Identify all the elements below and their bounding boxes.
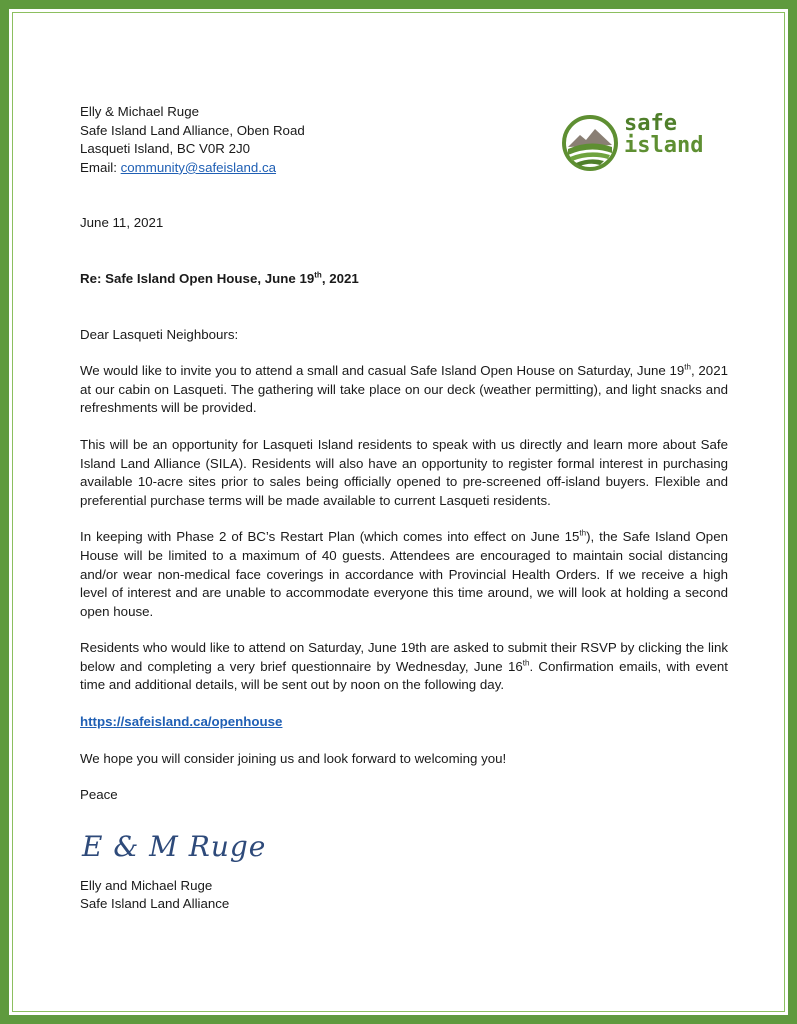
paragraph-invite-text-2: , 2021 at our cabin on Lasqueti. The gathering will take place on our deck (weather permitting), and light snacks and refreshments will be provided. [80,363,728,416]
paragraph-opportunity: This will be an opportunity for Lasqueti Island residents to speak with us directly and learn more about Safe Island Land Alliance (SILA). Residents will also have an opportunity to register formal interest in purchasing available 10-acre sites prior to sales being officially opened to pre-screened off-island buyers. Flexible and preferential purchase terms will be made available to current Lasqueti residents. [80,436,728,508]
letter-date: June 11, 2021 [80,215,164,231]
paragraph-rsvp-sup: th [522,658,530,668]
closing-line: We hope you will consider joining us and look forward to welcoming you! [80,750,507,766]
subject-sup: th [314,270,322,280]
sender-name: Elly & Michael Ruge [80,104,199,119]
letter-body [80,103,728,914]
subject-year: , 2021 [321,270,359,286]
closing-block [80,877,728,914]
paragraph-restart-plan [80,528,728,621]
greeting: Dear Lasqueti Neighbours: [80,326,239,342]
logo-word-safe: safe [624,111,677,136]
subject-text: Re: Safe Island Open House, June 19 [80,270,315,286]
paragraph-rsvp [80,639,728,695]
sender-org-address: Safe Island Land Alliance, Oben Road [80,122,305,138]
paragraph-rsvp-text: Residents who would like to attend on Saturday, June 19th are asked to submit their RSVP by clicking the link below and completing a very brief questionnaire by Wednesday, June 16 [80,640,728,674]
subject-line [80,270,728,289]
paragraph-restart-text-2: ), the Safe Island Open House will be limited to a maximum of 40 guests. Attendees are encouraged to maintain social distancing and/or wear non-medical face coverings in accordance with Provincial Health Orders. If we receive a high level of interest and are unable to accommodate everyone this time around, we will look at holding a second open house. [80,529,728,619]
paragraph-invite-text: We would like to invite you to attend a small and casual Safe Island Open House on Saturday, June 19 [80,363,685,379]
sender-block [80,103,728,177]
closing-org: Safe Island Land Alliance [80,896,230,912]
paragraph-invite-sup: th [684,362,691,372]
email-label: Email: [80,159,121,175]
sender-city: Lasqueti Island, BC V0R 2J0 [80,141,251,157]
rsvp-link[interactable]: https://safeisland.ca/openhouse [80,714,283,730]
sender-email-line [80,159,728,178]
paragraph-restart-text: In keeping with Phase 2 of BC’s Restart Plan (which comes into effect on June 15 [80,529,580,545]
rsvp-link-line [80,713,728,732]
paragraph-invite [80,362,728,418]
signoff: Peace [80,787,118,803]
closing-names: Elly and Michael Ruge [80,877,213,893]
handwritten-signature: E & M Ruge [82,829,267,863]
paragraph-restart-sup: th [579,528,587,538]
paragraph-rsvp-text-2: . Confirmation emails, with event time and additional details, will be sent out by noon on the following day. [80,658,728,693]
logo-word-island: island [624,133,704,158]
email-link[interactable]: community@safeisland.ca [120,159,277,175]
